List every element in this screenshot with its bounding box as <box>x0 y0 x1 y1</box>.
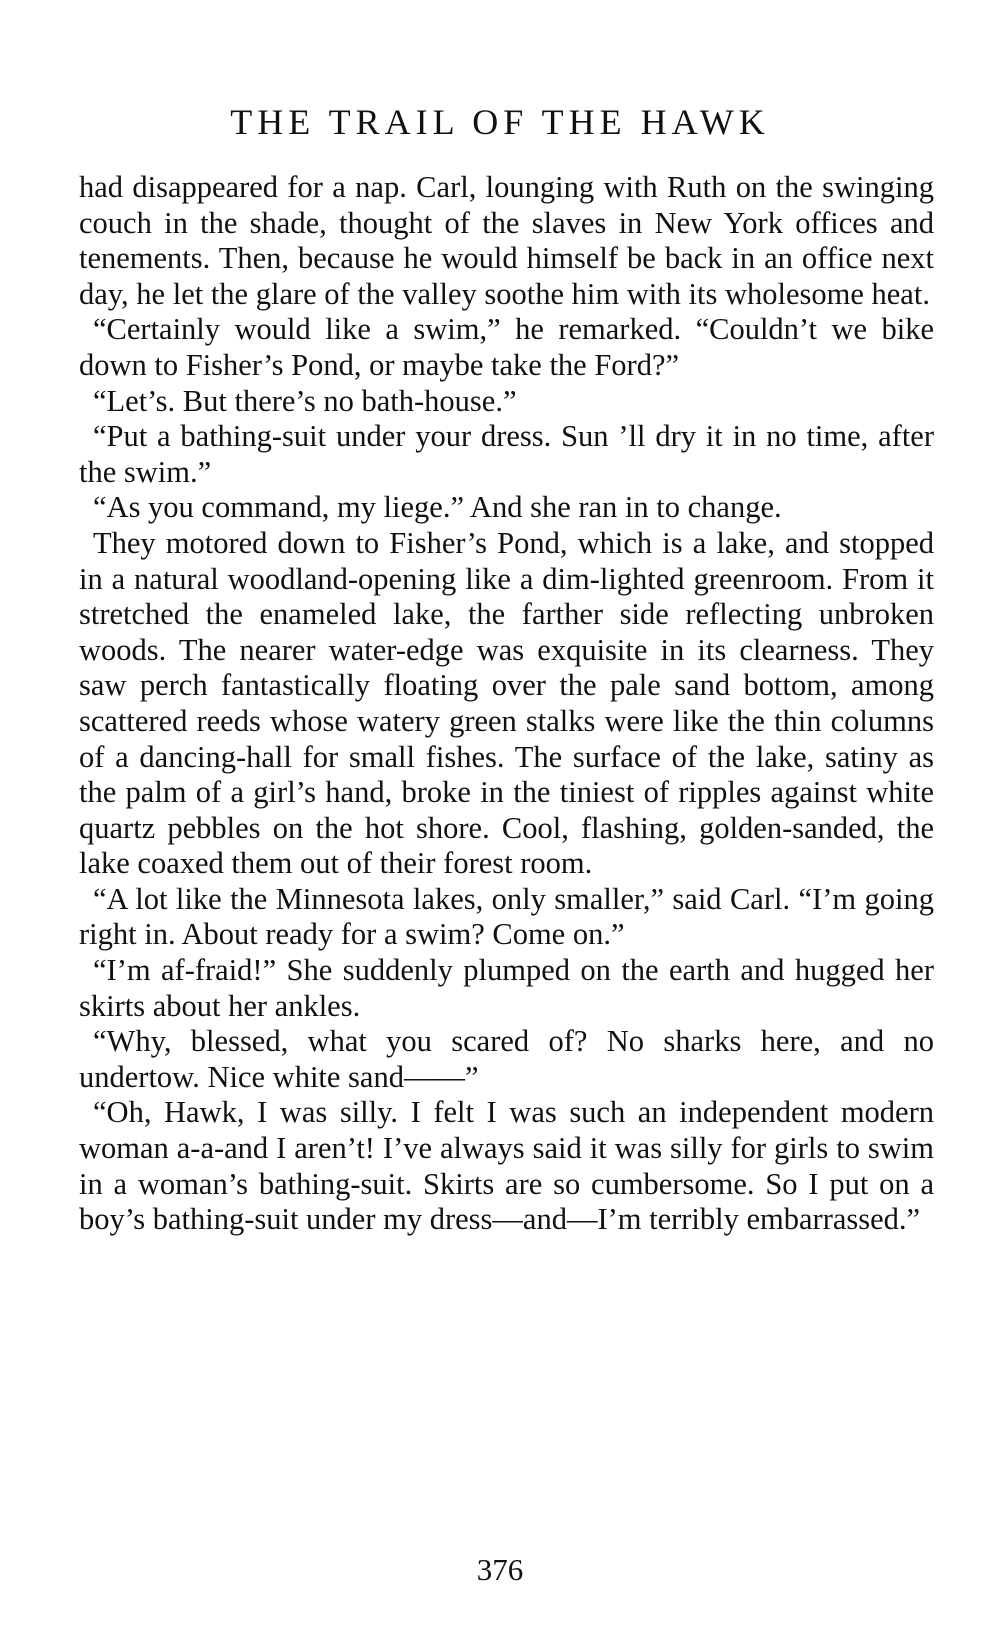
paragraph: “Why, blessed, what you scared of? No sharks here, and no undertow. Nice white sand——” <box>79 1024 934 1094</box>
paragraph: “I’m af-fraid!” She suddenly plumped on the earth and hugged her skirts about her ankles. <box>79 953 934 1023</box>
paragraph: “Put a bathing-suit under your dress. Sun ’ll dry it in no time, after the swim.” <box>79 419 934 489</box>
paragraph: “Let’s. But there’s no bath-house.” <box>93 383 517 418</box>
paragraph: “As you command, my liege.” And she ran in to change. <box>93 490 782 525</box>
page-number: 376 <box>476 1552 524 1587</box>
paragraph: “Certainly would like a swim,” he remarked. “Couldn’t we bike down to Fisher’s Pond, or maybe take the Ford?” <box>79 312 934 382</box>
body-text <box>79 170 934 1238</box>
paragraph: They motored down to Fisher’s Pond, which is a lake, and stopped in a natural woodland-opening like a dim-lighted greenroom. From it stretched the enameled lake, the farther side reflecting unbroken woods. The nearer water-edge was exquisite in its clearness. They saw perch fantastically floating over the pale sand bottom, among scattered reeds whose watery green stalks were like the thin columns of a dancing-hall for small fishes. The surface of the lake, satiny as the palm of a girl’s hand, broke in the tiniest of ripples against white quartz pebbles on the hot shore. Cool, flashing, golden-sanded, the lake coaxed them out of their forest room. <box>79 525 934 881</box>
paragraph: “A lot like the Minnesota lakes, only smaller,” said Carl. “I’m going right in. About ready for a swim? Come on.” <box>79 881 934 952</box>
paragraph-continued: had disappeared for a nap. Carl, lounging with Ruth on the swinging couch in the shade, thought of the slaves in New York offices and tenements. Then, because he would himself be back in an office next day, he let the glare of the valley soothe him with its wholesome heat. <box>79 170 934 311</box>
running-head: THE TRAIL OF THE HAWK <box>230 102 770 142</box>
paragraph: “Oh, Hawk, I was silly. I felt I was such an independent modern woman a-a-and I aren’t! I’ve always said it was silly for girls to swim in a woman’s bathing-suit. Skirts are so cumbersome. So I put on a boy’s bathing-suit under my dress—and—I’m terribly embarrassed.” <box>79 1095 934 1237</box>
